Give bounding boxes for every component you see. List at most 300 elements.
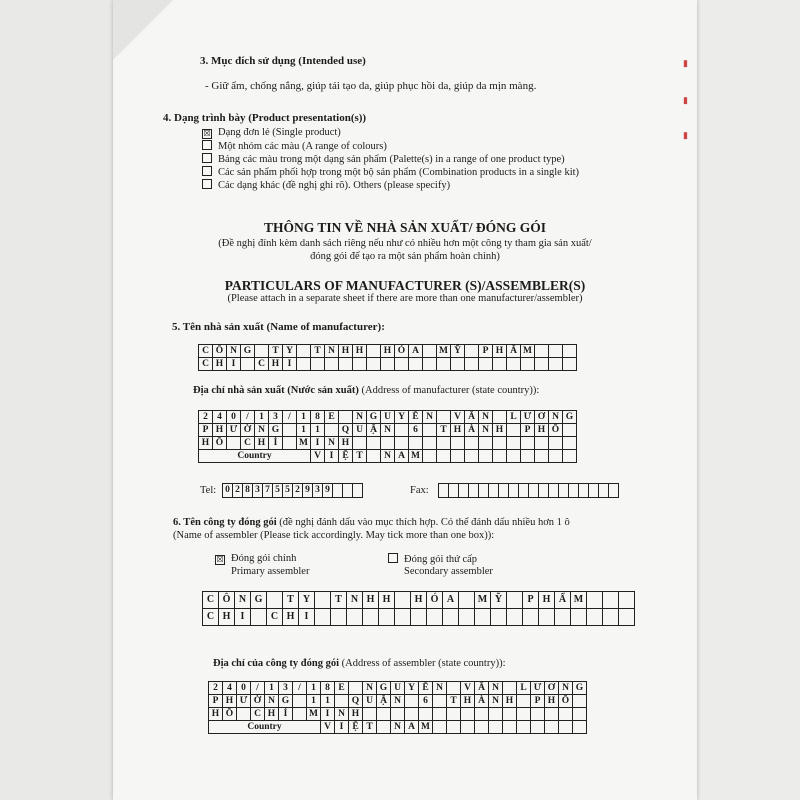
- grid-cell[interactable]: [325, 424, 339, 437]
- fax-field[interactable]: [438, 483, 619, 498]
- grid-cell[interactable]: Ờ: [251, 695, 265, 708]
- grid-cell[interactable]: /: [241, 411, 255, 424]
- grid-cell[interactable]: M: [437, 345, 451, 358]
- grid-cell[interactable]: H: [493, 424, 507, 437]
- grid-cell[interactable]: 6: [409, 424, 423, 437]
- grid-cell[interactable]: M: [419, 721, 433, 734]
- grid-cell[interactable]: L: [517, 682, 531, 695]
- grid-cell[interactable]: G: [241, 345, 255, 358]
- grid-cell[interactable]: [447, 721, 461, 734]
- secondary-assembler-option[interactable]: [388, 553, 477, 565]
- grid-cell[interactable]: Í: [269, 437, 283, 450]
- grid-cell[interactable]: H: [219, 609, 235, 626]
- grid-cell[interactable]: [587, 609, 603, 626]
- grid-cell[interactable]: [423, 437, 437, 450]
- grid-cell[interactable]: [517, 695, 531, 708]
- grid-cell[interactable]: [549, 484, 559, 498]
- grid-cell[interactable]: 1: [265, 682, 279, 695]
- grid-cell[interactable]: H: [353, 345, 367, 358]
- grid-cell[interactable]: Ậ: [377, 695, 391, 708]
- grid-cell[interactable]: [331, 609, 347, 626]
- grid-cell[interactable]: [395, 358, 409, 371]
- grid-cell[interactable]: Ô: [213, 345, 227, 358]
- grid-cell[interactable]: 1: [321, 695, 335, 708]
- grid-cell[interactable]: [293, 708, 307, 721]
- checkbox[interactable]: [202, 166, 212, 176]
- grid-cell[interactable]: [571, 609, 587, 626]
- grid-cell[interactable]: 1: [307, 695, 321, 708]
- grid-cell[interactable]: E: [325, 411, 339, 424]
- grid-cell[interactable]: 3: [253, 484, 263, 498]
- grid-cell[interactable]: [333, 484, 343, 498]
- grid-cell[interactable]: 1: [297, 411, 311, 424]
- grid-cell[interactable]: P: [199, 424, 213, 437]
- grid-cell[interactable]: Ơ: [545, 682, 559, 695]
- grid-cell[interactable]: 2: [233, 484, 243, 498]
- grid-cell[interactable]: [531, 721, 545, 734]
- presentation-option[interactable]: [202, 179, 450, 191]
- grid-cell[interactable]: [335, 695, 349, 708]
- grid-cell[interactable]: [367, 358, 381, 371]
- grid-cell[interactable]: [451, 450, 465, 463]
- grid-cell[interactable]: N: [423, 411, 437, 424]
- grid-cell[interactable]: [255, 345, 269, 358]
- grid-cell[interactable]: [503, 721, 517, 734]
- grid-cell[interactable]: [549, 345, 563, 358]
- grid-cell[interactable]: [315, 592, 331, 609]
- checkbox[interactable]: ☒: [216, 555, 224, 564]
- primary-assembler-option[interactable]: [215, 553, 296, 565]
- grid-cell[interactable]: G: [367, 411, 381, 424]
- grid-cell[interactable]: 8: [321, 682, 335, 695]
- grid-cell[interactable]: [523, 609, 539, 626]
- grid-cell[interactable]: C: [241, 437, 255, 450]
- grid-cell[interactable]: 9: [303, 484, 313, 498]
- grid-cell[interactable]: [419, 708, 433, 721]
- grid-cell[interactable]: N: [363, 682, 377, 695]
- grid-cell[interactable]: [503, 682, 517, 695]
- grid-cell[interactable]: [411, 609, 427, 626]
- grid-cell[interactable]: H: [339, 345, 353, 358]
- grid-cell[interactable]: [363, 609, 379, 626]
- grid-cell[interactable]: [339, 358, 353, 371]
- grid-cell[interactable]: Ễ: [419, 682, 433, 695]
- grid-cell[interactable]: Ố: [549, 424, 563, 437]
- grid-cell[interactable]: [521, 358, 535, 371]
- grid-cell[interactable]: [539, 484, 549, 498]
- grid-cell[interactable]: [599, 484, 609, 498]
- grid-cell[interactable]: [427, 609, 443, 626]
- grid-cell[interactable]: Ó: [427, 592, 443, 609]
- grid-cell[interactable]: [251, 609, 267, 626]
- grid-cell[interactable]: [465, 450, 479, 463]
- grid-cell[interactable]: [475, 721, 489, 734]
- grid-cell[interactable]: Ồ: [223, 708, 237, 721]
- grid-cell[interactable]: [529, 484, 539, 498]
- grid-cell[interactable]: [573, 695, 587, 708]
- checkbox[interactable]: [202, 140, 212, 150]
- grid-cell[interactable]: 8: [243, 484, 253, 498]
- grid-cell[interactable]: N: [479, 411, 493, 424]
- grid-cell[interactable]: [563, 450, 577, 463]
- grid-cell[interactable]: N: [489, 695, 503, 708]
- grid-cell[interactable]: [461, 708, 475, 721]
- grid-cell[interactable]: Ó: [395, 345, 409, 358]
- grid-cell[interactable]: Q: [339, 424, 353, 437]
- grid-cell[interactable]: T: [363, 721, 377, 734]
- grid-cell[interactable]: [447, 708, 461, 721]
- grid-cell[interactable]: Y: [395, 411, 409, 424]
- grid-cell[interactable]: 5: [283, 484, 293, 498]
- grid-cell[interactable]: [451, 437, 465, 450]
- grid-cell[interactable]: H: [539, 592, 555, 609]
- grid-cell[interactable]: [395, 609, 411, 626]
- grid-cell[interactable]: [459, 484, 469, 498]
- grid-cell[interactable]: 4: [213, 411, 227, 424]
- grid-cell[interactable]: U: [363, 695, 377, 708]
- grid-cell[interactable]: [409, 358, 423, 371]
- grid-cell[interactable]: [531, 708, 545, 721]
- grid-cell[interactable]: [339, 411, 353, 424]
- tel-field[interactable]: [222, 483, 363, 498]
- grid-cell[interactable]: [549, 450, 563, 463]
- grid-cell[interactable]: [493, 450, 507, 463]
- grid-cell[interactable]: C: [199, 345, 213, 358]
- grid-cell[interactable]: [297, 345, 311, 358]
- grid-cell[interactable]: [573, 721, 587, 734]
- grid-cell[interactable]: Y: [283, 345, 297, 358]
- grid-cell[interactable]: [443, 609, 459, 626]
- grid-cell[interactable]: I: [335, 721, 349, 734]
- grid-cell[interactable]: [293, 695, 307, 708]
- grid-cell[interactable]: [589, 484, 599, 498]
- grid-cell[interactable]: G: [563, 411, 577, 424]
- grid-cell[interactable]: [563, 437, 577, 450]
- grid-cell[interactable]: Ồ: [213, 437, 227, 450]
- grid-cell[interactable]: 5: [273, 484, 283, 498]
- grid-cell[interactable]: V: [461, 682, 475, 695]
- grid-cell[interactable]: [509, 484, 519, 498]
- grid-cell[interactable]: N: [559, 682, 573, 695]
- grid-cell[interactable]: N: [227, 345, 241, 358]
- checkbox[interactable]: ☒: [203, 129, 211, 138]
- grid-cell[interactable]: [503, 708, 517, 721]
- grid-cell[interactable]: [499, 484, 509, 498]
- grid-cell[interactable]: [433, 695, 447, 708]
- grid-cell[interactable]: Ư: [521, 411, 535, 424]
- grid-cell[interactable]: [489, 721, 503, 734]
- grid-cell[interactable]: [377, 721, 391, 734]
- grid-cell[interactable]: [343, 484, 353, 498]
- grid-cell[interactable]: [437, 411, 451, 424]
- grid-cell[interactable]: [451, 358, 465, 371]
- grid-cell[interactable]: [479, 437, 493, 450]
- grid-cell[interactable]: [367, 437, 381, 450]
- grid-cell[interactable]: [507, 450, 521, 463]
- grid-cell[interactable]: [241, 358, 255, 371]
- checkbox[interactable]: [202, 179, 212, 189]
- grid-cell[interactable]: Ẩ: [555, 592, 571, 609]
- grid-cell[interactable]: C: [203, 592, 219, 609]
- grid-cell[interactable]: /: [293, 682, 307, 695]
- grid-cell[interactable]: [461, 721, 475, 734]
- grid-cell[interactable]: [479, 484, 489, 498]
- grid-cell[interactable]: [347, 609, 363, 626]
- grid-cell[interactable]: [609, 484, 619, 498]
- grid-cell[interactable]: Ẩ: [507, 345, 521, 358]
- grid-cell[interactable]: 0: [237, 682, 251, 695]
- grid-cell[interactable]: [535, 358, 549, 371]
- grid-cell[interactable]: Ỹ: [451, 345, 465, 358]
- grid-cell[interactable]: [283, 424, 297, 437]
- grid-cell[interactable]: P: [479, 345, 493, 358]
- grid-cell[interactable]: C: [203, 609, 219, 626]
- grid-cell[interactable]: M: [475, 592, 491, 609]
- grid-cell[interactable]: [423, 345, 437, 358]
- grid-cell[interactable]: I: [235, 609, 251, 626]
- grid-cell[interactable]: [535, 437, 549, 450]
- grid-cell[interactable]: M: [297, 437, 311, 450]
- grid-cell[interactable]: U: [391, 682, 405, 695]
- grid-cell[interactable]: N: [325, 345, 339, 358]
- grid-cell[interactable]: H: [493, 345, 507, 358]
- grid-cell[interactable]: [535, 345, 549, 358]
- grid-cell[interactable]: T: [311, 345, 325, 358]
- grid-cell[interactable]: [267, 592, 283, 609]
- grid-cell[interactable]: [517, 721, 531, 734]
- grid-cell[interactable]: 7: [263, 484, 273, 498]
- grid-cell[interactable]: Ỹ: [491, 592, 507, 609]
- grid-cell[interactable]: Ă: [465, 411, 479, 424]
- grid-cell[interactable]: [391, 708, 405, 721]
- grid-cell[interactable]: H: [339, 437, 353, 450]
- grid-cell[interactable]: 1: [307, 682, 321, 695]
- grid-cell[interactable]: À: [465, 424, 479, 437]
- grid-cell[interactable]: G: [269, 424, 283, 437]
- grid-cell[interactable]: [433, 708, 447, 721]
- grid-cell[interactable]: 4: [223, 682, 237, 695]
- grid-cell[interactable]: V: [451, 411, 465, 424]
- grid-cell[interactable]: H: [283, 609, 299, 626]
- grid-cell[interactable]: [311, 358, 325, 371]
- grid-cell[interactable]: [363, 708, 377, 721]
- grid-cell[interactable]: N: [433, 682, 447, 695]
- grid-cell[interactable]: I: [311, 437, 325, 450]
- grid-cell[interactable]: T: [283, 592, 299, 609]
- grid-cell[interactable]: [549, 437, 563, 450]
- grid-cell[interactable]: [423, 424, 437, 437]
- grid-cell[interactable]: 1: [311, 424, 325, 437]
- grid-cell[interactable]: [439, 484, 449, 498]
- grid-cell[interactable]: N: [381, 450, 395, 463]
- grid-cell[interactable]: P: [531, 695, 545, 708]
- grid-cell[interactable]: [377, 708, 391, 721]
- grid-cell[interactable]: H: [545, 695, 559, 708]
- grid-cell[interactable]: [367, 450, 381, 463]
- grid-cell[interactable]: [447, 682, 461, 695]
- grid-cell[interactable]: H: [379, 592, 395, 609]
- grid-cell[interactable]: [521, 450, 535, 463]
- grid-cell[interactable]: [379, 609, 395, 626]
- grid-cell[interactable]: I: [299, 609, 315, 626]
- grid-cell[interactable]: Ư: [531, 682, 545, 695]
- grid-cell[interactable]: H: [213, 424, 227, 437]
- grid-cell[interactable]: P: [209, 695, 223, 708]
- grid-cell[interactable]: H: [411, 592, 427, 609]
- grid-cell[interactable]: E: [335, 682, 349, 695]
- grid-cell[interactable]: T: [447, 695, 461, 708]
- grid-cell[interactable]: [237, 708, 251, 721]
- grid-cell[interactable]: N: [549, 411, 563, 424]
- grid-cell[interactable]: P: [523, 592, 539, 609]
- grid-cell[interactable]: [569, 484, 579, 498]
- grid-cell[interactable]: [493, 437, 507, 450]
- grid-cell[interactable]: N: [265, 695, 279, 708]
- grid-cell[interactable]: A: [395, 450, 409, 463]
- grid-cell[interactable]: P: [521, 424, 535, 437]
- grid-cell[interactable]: Ư: [227, 424, 241, 437]
- grid-cell[interactable]: [489, 708, 503, 721]
- grid-cell[interactable]: [367, 345, 381, 358]
- grid-cell[interactable]: [489, 484, 499, 498]
- grid-cell[interactable]: [619, 609, 635, 626]
- grid-cell[interactable]: 2: [199, 411, 213, 424]
- grid-cell[interactable]: C: [255, 358, 269, 371]
- checkbox[interactable]: [202, 153, 212, 163]
- grid-cell[interactable]: H: [451, 424, 465, 437]
- grid-cell[interactable]: /: [251, 682, 265, 695]
- grid-cell[interactable]: 0: [227, 411, 241, 424]
- grid-cell[interactable]: [349, 682, 363, 695]
- grid-cell[interactable]: [465, 358, 479, 371]
- grid-cell[interactable]: 9: [323, 484, 333, 498]
- grid-cell[interactable]: H: [209, 708, 223, 721]
- grid-cell[interactable]: [395, 424, 409, 437]
- grid-cell[interactable]: Ễ: [409, 411, 423, 424]
- grid-cell[interactable]: V: [321, 721, 335, 734]
- grid-cell[interactable]: N: [353, 411, 367, 424]
- grid-cell[interactable]: [479, 450, 493, 463]
- grid-cell[interactable]: [539, 609, 555, 626]
- grid-cell[interactable]: À: [475, 695, 489, 708]
- grid-cell[interactable]: N: [479, 424, 493, 437]
- grid-cell[interactable]: T: [437, 424, 451, 437]
- grid-cell[interactable]: Y: [405, 682, 419, 695]
- grid-cell[interactable]: [353, 437, 367, 450]
- grid-cell[interactable]: [465, 345, 479, 358]
- grid-cell[interactable]: [559, 721, 573, 734]
- grid-cell[interactable]: [325, 358, 339, 371]
- grid-cell[interactable]: Y: [299, 592, 315, 609]
- grid-cell[interactable]: [381, 437, 395, 450]
- grid-cell[interactable]: N: [489, 682, 503, 695]
- grid-cell[interactable]: N: [325, 437, 339, 450]
- grid-cell[interactable]: [549, 358, 563, 371]
- presentation-option[interactable]: [202, 140, 387, 152]
- grid-cell[interactable]: N: [391, 721, 405, 734]
- grid-cell[interactable]: H: [265, 708, 279, 721]
- grid-cell[interactable]: [479, 358, 493, 371]
- grid-cell[interactable]: T: [331, 592, 347, 609]
- grid-cell[interactable]: [459, 609, 475, 626]
- grid-cell[interactable]: [405, 695, 419, 708]
- grid-cell[interactable]: 3: [269, 411, 283, 424]
- grid-cell[interactable]: C: [199, 358, 213, 371]
- grid-cell[interactable]: [507, 609, 523, 626]
- grid-cell[interactable]: [315, 609, 331, 626]
- grid-cell[interactable]: [437, 450, 451, 463]
- grid-cell[interactable]: [555, 609, 571, 626]
- grid-cell[interactable]: [559, 708, 573, 721]
- grid-cell[interactable]: [475, 609, 491, 626]
- grid-cell[interactable]: [433, 721, 447, 734]
- grid-cell[interactable]: H: [269, 358, 283, 371]
- grid-cell[interactable]: H: [503, 695, 517, 708]
- grid-cell[interactable]: [469, 484, 479, 498]
- grid-cell[interactable]: Ệ: [349, 721, 363, 734]
- grid-cell[interactable]: Ệ: [339, 450, 353, 463]
- grid-cell[interactable]: [353, 358, 367, 371]
- grid-cell[interactable]: [563, 424, 577, 437]
- grid-cell[interactable]: C: [251, 708, 265, 721]
- grid-cell[interactable]: N: [255, 424, 269, 437]
- grid-cell[interactable]: [409, 437, 423, 450]
- grid-cell[interactable]: H: [213, 358, 227, 371]
- grid-cell[interactable]: H: [535, 424, 549, 437]
- grid-cell[interactable]: I: [325, 450, 339, 463]
- grid-cell[interactable]: G: [573, 682, 587, 695]
- grid-cell[interactable]: N: [381, 424, 395, 437]
- grid-cell[interactable]: N: [347, 592, 363, 609]
- grid-cell[interactable]: [535, 450, 549, 463]
- grid-cell[interactable]: M: [571, 592, 587, 609]
- grid-cell[interactable]: Ă: [475, 682, 489, 695]
- grid-cell[interactable]: [573, 708, 587, 721]
- grid-cell[interactable]: 3: [279, 682, 293, 695]
- presentation-option[interactable]: [202, 127, 341, 139]
- grid-cell[interactable]: [563, 358, 577, 371]
- grid-cell[interactable]: H: [223, 695, 237, 708]
- grid-cell[interactable]: U: [381, 411, 395, 424]
- grid-cell[interactable]: [559, 484, 569, 498]
- grid-cell[interactable]: H: [461, 695, 475, 708]
- grid-cell[interactable]: [437, 358, 451, 371]
- grid-cell[interactable]: [507, 358, 521, 371]
- presentation-option[interactable]: [202, 166, 579, 178]
- grid-cell[interactable]: Q: [349, 695, 363, 708]
- grid-cell[interactable]: [395, 437, 409, 450]
- grid-cell[interactable]: H: [349, 708, 363, 721]
- grid-cell[interactable]: [587, 592, 603, 609]
- grid-cell[interactable]: M: [521, 345, 535, 358]
- grid-cell[interactable]: N: [391, 695, 405, 708]
- grid-cell[interactable]: [381, 358, 395, 371]
- grid-cell[interactable]: A: [443, 592, 459, 609]
- grid-cell[interactable]: [507, 424, 521, 437]
- grid-cell[interactable]: [545, 708, 559, 721]
- grid-cell[interactable]: [423, 358, 437, 371]
- grid-cell[interactable]: [297, 358, 311, 371]
- grid-cell[interactable]: Ô: [219, 592, 235, 609]
- grid-cell[interactable]: [353, 484, 363, 498]
- grid-cell[interactable]: 2: [209, 682, 223, 695]
- grid-cell[interactable]: 1: [297, 424, 311, 437]
- grid-cell[interactable]: M: [409, 450, 423, 463]
- grid-cell[interactable]: Ơ: [535, 411, 549, 424]
- grid-cell[interactable]: [619, 592, 635, 609]
- grid-cell[interactable]: Í: [279, 708, 293, 721]
- grid-cell[interactable]: [519, 484, 529, 498]
